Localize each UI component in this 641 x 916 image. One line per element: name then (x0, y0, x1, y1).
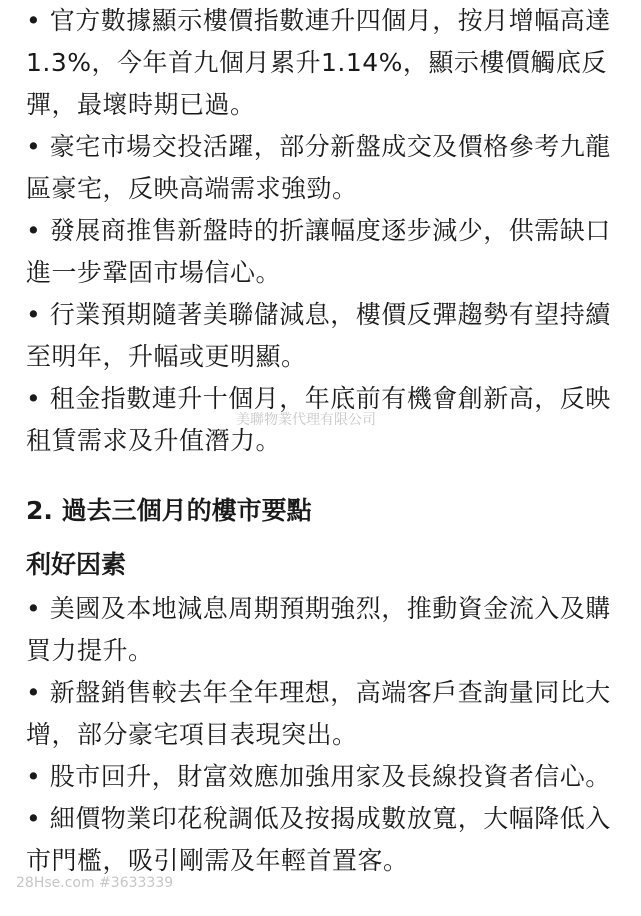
bullet-rent-index: • 租金指數連升十個月，年底前有機會創新高，反映租賃需求及升值潛力。 (26, 384, 611, 455)
bullet-new-launch-sales: • 新盤銷售較去年全年理想，高端客戶查詢量同比大增，部分豪宅項目表現突出。 (26, 678, 611, 749)
bullet-stamp-duty: • 細價物業印花稅調低及按揭成數放寬，大幅降低入市門檻，吸引剛需及年輕首置客。 (26, 804, 611, 875)
positive-factors-heading: 利好因素 (26, 550, 127, 579)
site-watermark: 28Hse.com #3633339 (16, 875, 174, 891)
bullet-price-index: • 官方數據顯示樓價指數連升四個月，按月增幅高達1.3%，今年首九個月累升1.14%，顯示樓價觸底反彈，最壞時期已過。 (26, 6, 611, 119)
agency-watermark: 美聯物業代理有限公司 (236, 412, 376, 428)
bullet-rate-cut-cycle: • 美國及本地減息周期預期強烈，推動資金流入及購買力提升。 (26, 594, 611, 665)
bullet-luxury-market: • 豪宅市場交投活躍，部分新盤成交及價格參考九龍區豪宅，反映高端需求強勁。 (26, 132, 611, 203)
bullet-rate-cut-outlook: • 行業預期隨著美聯儲減息，樓價反彈趨勢有望持續至明年，升幅或更明顯。 (26, 300, 611, 371)
section-heading: 2. 過去三個月的樓市要點 (26, 496, 312, 525)
article-body (26, 0, 616, 882)
bullet-stock-market: • 股市回升，財富效應加強用家及長線投資者信心。 (26, 762, 611, 791)
bullet-developer-discount: • 發展商推售新盤時的折讓幅度逐步減少，供需缺口進一步鞏固市場信心。 (26, 216, 611, 287)
